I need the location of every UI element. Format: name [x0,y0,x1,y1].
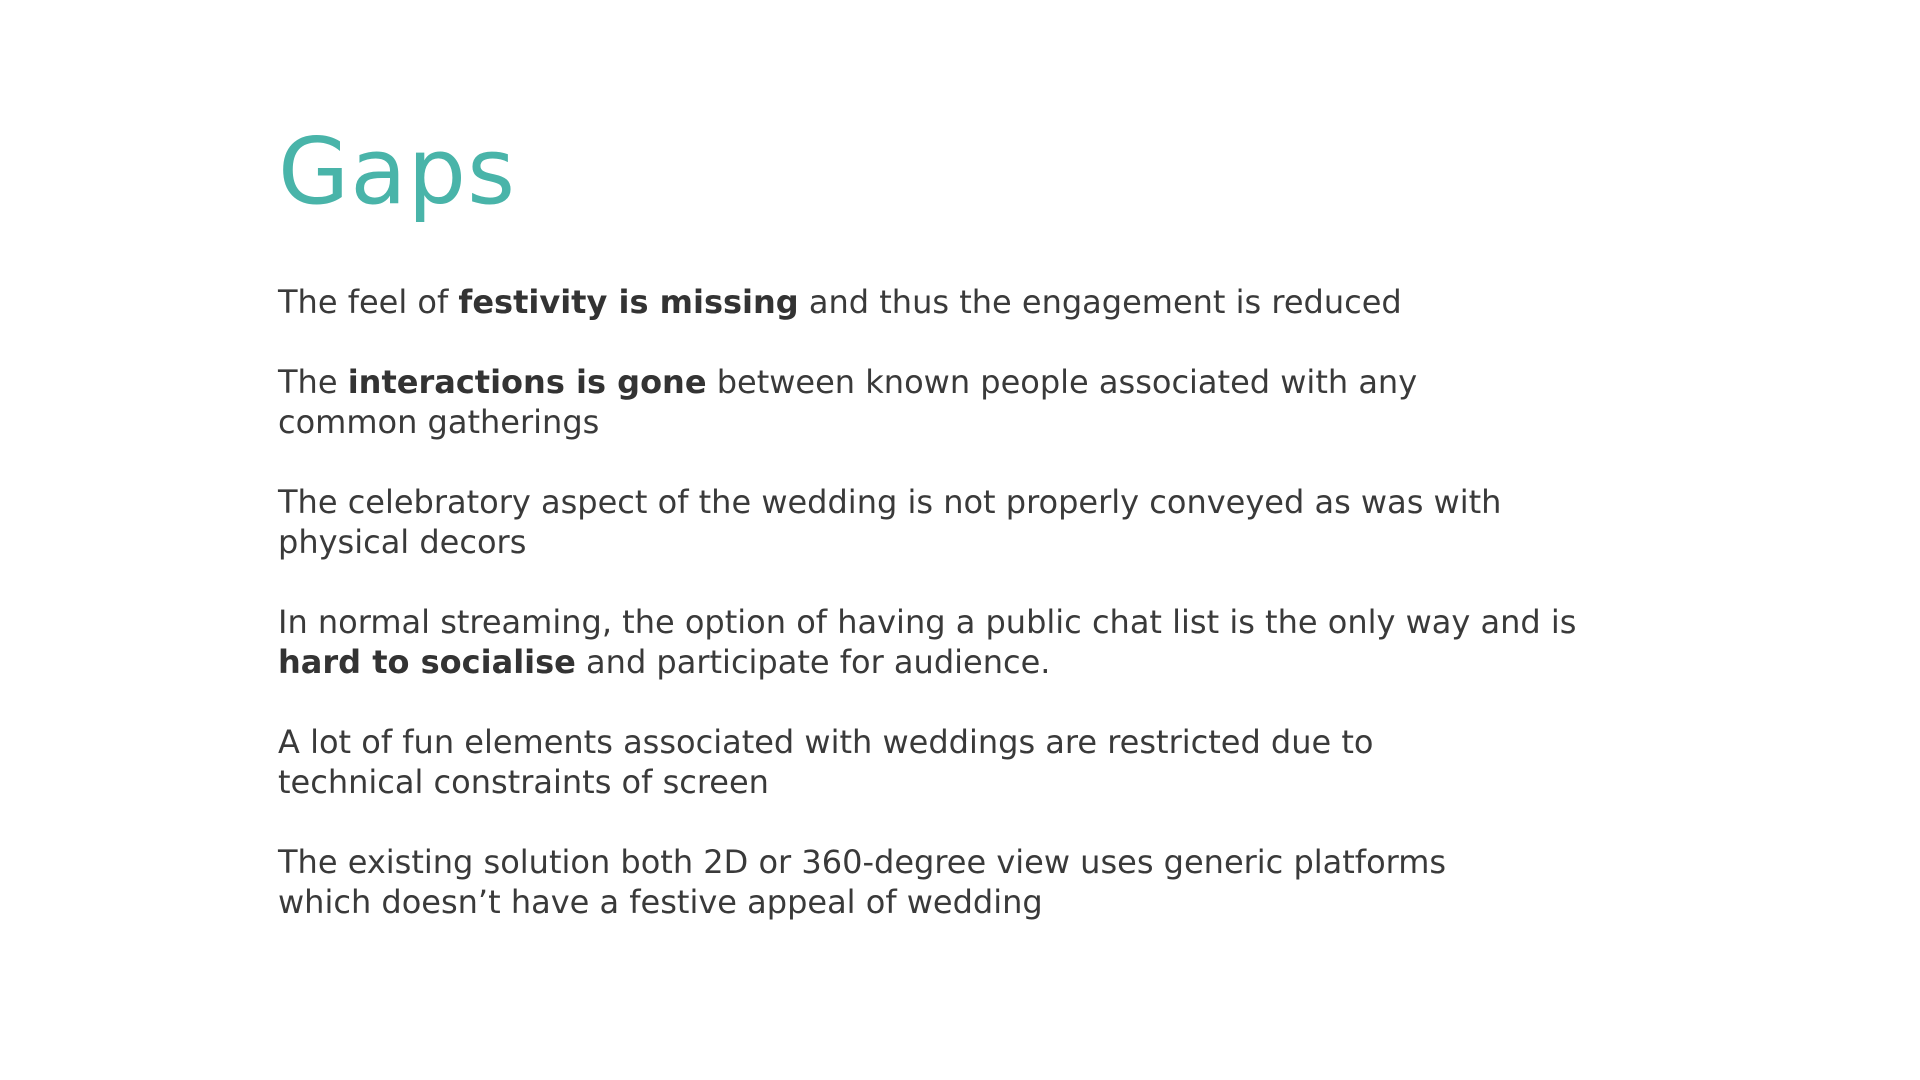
gap-point-2 [278,362,1638,442]
highlight-text: interactions is gone [347,363,707,401]
gap-point-line: In normal streaming, the option of having a public chat list is the only way and is [278,603,1577,641]
gap-point-line: technical constraints of screen [278,763,769,801]
gap-point-line: common gatherings [278,403,600,441]
gap-point-4 [278,602,1638,682]
gap-point-line: The celebratory aspect of the wedding is not properly conveyed as was with [278,483,1502,521]
gap-point-line: The existing solution both 2D or 360-degree view uses generic platforms [278,843,1447,881]
gap-point-line: The feel of festivity is missing and thus the engagement is reduced [278,283,1402,321]
gap-point-line: hard to socialise and participate for audience. [278,643,1051,681]
gap-point-line: which doesn’t have a festive appeal of wedding [278,883,1043,921]
highlight-text: hard to socialise [278,643,576,681]
slide-title: Gaps [278,118,516,225]
gap-point-line: A lot of fun elements associated with weddings are restricted due to [278,723,1374,761]
gap-point-3 [278,482,1638,562]
gap-point-6 [278,842,1638,922]
gap-point-5 [278,722,1638,802]
gap-point-line: physical decors [278,523,527,561]
highlight-text: festivity is missing [458,283,799,321]
gap-point-line: The interactions is gone between known people associated with any [278,363,1418,401]
gap-point-1 [278,282,1638,322]
gap-list [278,282,1638,922]
